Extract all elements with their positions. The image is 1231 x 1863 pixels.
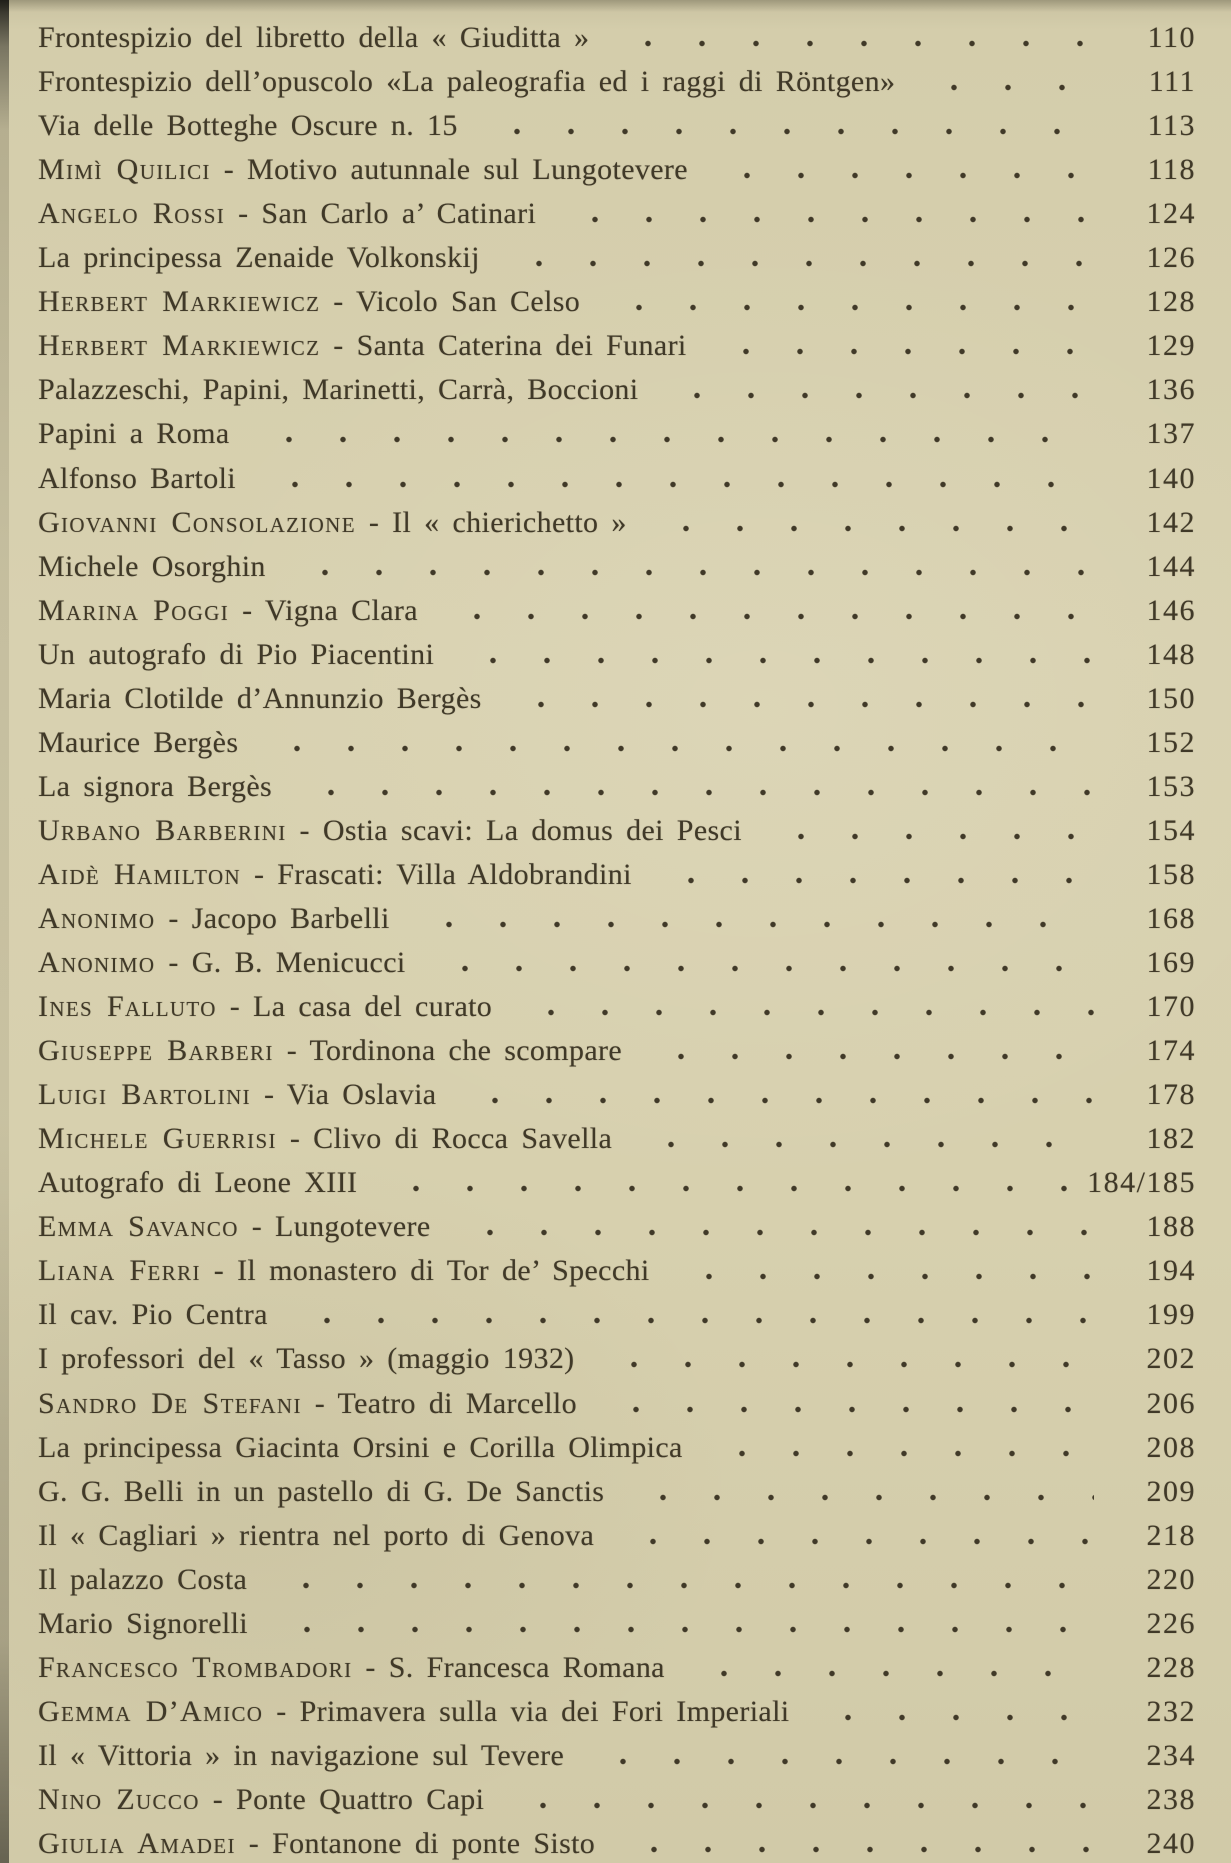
entry-text: Un autografo di Pio Piacentini bbox=[38, 637, 435, 671]
entry-author: Sandro De Stefani bbox=[38, 1386, 302, 1420]
entry-text: - Via Oslavia bbox=[251, 1078, 437, 1112]
entry-text: - Il monastero di Tor de’ Specchi bbox=[200, 1254, 650, 1288]
entry-text: - Primavera sulla via dei Fori Imperiali bbox=[263, 1694, 790, 1728]
dot-leader bbox=[282, 786, 1094, 799]
entry-text: Alfonso Bartoli bbox=[38, 461, 236, 495]
entry-page-number: 142 bbox=[1146, 505, 1196, 539]
toc-entry bbox=[38, 1377, 1196, 1421]
dot-leader bbox=[599, 37, 1094, 50]
dot-leader bbox=[905, 81, 1094, 94]
entry-author: Giuseppe Barberi bbox=[38, 1034, 274, 1068]
entry-page-number: 136 bbox=[1146, 373, 1196, 407]
entry-title bbox=[38, 812, 742, 849]
dot-leader bbox=[590, 301, 1094, 314]
toc-entry bbox=[38, 188, 1196, 232]
entry-page-number: 128 bbox=[1146, 285, 1196, 319]
dot-leader bbox=[257, 1579, 1094, 1592]
entry-page-number: 184/185 bbox=[1087, 1166, 1196, 1200]
entry-text: Frontespizio dell’opuscolo «La paleografia ed i raggi di Röntgen» bbox=[38, 65, 896, 99]
entry-text: - Vicolo San Celso bbox=[320, 285, 581, 319]
entry-page-number: 137 bbox=[1146, 417, 1196, 451]
entry-text: Il cav. Pio Centra bbox=[38, 1298, 268, 1332]
entry-page-number: 209 bbox=[1146, 1474, 1196, 1508]
dot-leader bbox=[446, 1094, 1094, 1107]
toc-entry bbox=[38, 1598, 1196, 1642]
dot-leader bbox=[468, 125, 1094, 138]
entry-page-number: 140 bbox=[1146, 461, 1196, 495]
toc-entry bbox=[38, 1642, 1196, 1686]
toc-entry bbox=[38, 320, 1196, 364]
entry-text: - Tordinona che scompare bbox=[273, 1034, 623, 1068]
dot-leader bbox=[248, 742, 1094, 755]
entry-author: Aidè Hamilton bbox=[38, 857, 241, 891]
entry-author: Anonimo bbox=[38, 901, 156, 935]
dot-leader bbox=[637, 522, 1094, 535]
entry-text: - Ostia scavi: La domus dei Pesci bbox=[286, 813, 742, 847]
dot-leader bbox=[799, 1711, 1094, 1724]
entry-title bbox=[38, 1208, 431, 1245]
entry-text: Michele Osorghin bbox=[38, 549, 266, 583]
entry-text: - Motivo autunnale sul Lungotevere bbox=[210, 153, 688, 187]
entry-title bbox=[38, 283, 580, 320]
toc-entry bbox=[38, 1069, 1196, 1113]
toc-entry bbox=[38, 1201, 1196, 1245]
dot-leader bbox=[752, 830, 1094, 843]
dot-leader bbox=[240, 433, 1094, 446]
entry-author: Giulia Amadei bbox=[38, 1826, 236, 1860]
entry-author: Anonimo bbox=[38, 946, 156, 980]
entry-title bbox=[38, 1429, 683, 1466]
toc-entry bbox=[38, 761, 1196, 805]
toc-entry bbox=[38, 1818, 1196, 1862]
entry-title bbox=[38, 1076, 436, 1113]
entry-title bbox=[38, 900, 390, 937]
entry-page-number: 232 bbox=[1146, 1694, 1196, 1728]
entry-title bbox=[38, 1164, 357, 1201]
toc-entry bbox=[38, 1554, 1196, 1598]
entry-page-number: 154 bbox=[1146, 813, 1196, 847]
dot-leader bbox=[494, 1799, 1094, 1812]
entry-author: Marina Poggi bbox=[38, 593, 230, 627]
toc-entry bbox=[38, 497, 1196, 541]
entry-author: Liana Ferri bbox=[38, 1254, 201, 1288]
dot-leader bbox=[698, 169, 1094, 182]
entry-page-number: 226 bbox=[1146, 1606, 1196, 1640]
toc-entry bbox=[38, 1422, 1196, 1466]
dot-leader bbox=[587, 1403, 1094, 1416]
toc-entry bbox=[38, 541, 1196, 585]
entry-title bbox=[38, 195, 536, 232]
entry-title bbox=[38, 107, 458, 144]
entry-page-number: 220 bbox=[1146, 1562, 1196, 1596]
toc-entry bbox=[38, 364, 1196, 408]
dot-leader bbox=[632, 1050, 1094, 1063]
toc-entry bbox=[38, 1245, 1196, 1289]
entry-title bbox=[38, 1693, 789, 1730]
entry-title bbox=[38, 1781, 484, 1818]
entry-text: - San Carlo a’ Catinari bbox=[225, 197, 537, 231]
entry-text: I professori del « Tasso » (maggio 1932) bbox=[38, 1342, 575, 1376]
entry-text: - Lungotevere bbox=[238, 1210, 431, 1244]
entry-page-number: 202 bbox=[1146, 1342, 1196, 1376]
entry-title bbox=[38, 504, 627, 541]
dot-leader bbox=[400, 918, 1094, 931]
entry-title bbox=[38, 460, 236, 497]
entry-author: Giovanni Consolazione bbox=[38, 505, 356, 539]
entry-page-number: 234 bbox=[1146, 1738, 1196, 1772]
entry-title bbox=[38, 856, 632, 893]
entry-text: Mario Signorelli bbox=[38, 1606, 249, 1640]
dot-leader bbox=[642, 874, 1094, 887]
toc-entry bbox=[38, 1289, 1196, 1333]
entry-title bbox=[38, 768, 272, 805]
entry-page-number: 110 bbox=[1147, 21, 1196, 55]
entry-page-number: 168 bbox=[1146, 901, 1196, 935]
dot-leader bbox=[622, 1138, 1094, 1151]
dot-leader bbox=[490, 257, 1094, 270]
entry-title bbox=[38, 988, 492, 1025]
entry-title bbox=[38, 327, 687, 364]
dot-leader bbox=[428, 610, 1094, 623]
dot-leader bbox=[276, 566, 1094, 579]
entry-title bbox=[38, 371, 638, 408]
entry-text: - Frascati: Villa Aldobrandini bbox=[240, 857, 632, 891]
toc-entry bbox=[38, 1510, 1196, 1554]
entry-author: Luigi Bartolini bbox=[38, 1078, 252, 1112]
dot-leader bbox=[546, 213, 1094, 226]
toc-entry bbox=[38, 1113, 1196, 1157]
dot-leader bbox=[585, 1358, 1094, 1371]
entry-title bbox=[38, 1605, 248, 1642]
entry-text: - S. Francesca Romana bbox=[352, 1650, 665, 1684]
entry-text: La principessa Zenaide Volkonskij bbox=[38, 241, 480, 275]
toc-entry bbox=[38, 629, 1196, 673]
dot-leader bbox=[444, 654, 1094, 667]
dot-leader bbox=[574, 1755, 1094, 1768]
entry-text: - G. B. Menicucci bbox=[155, 946, 406, 980]
entry-page-number: 178 bbox=[1146, 1078, 1196, 1112]
entry-title bbox=[38, 1473, 604, 1510]
entry-title bbox=[38, 1296, 268, 1333]
entry-title bbox=[38, 1737, 564, 1774]
illustrations-list bbox=[38, 12, 1196, 1862]
entry-page-number: 199 bbox=[1146, 1298, 1196, 1332]
entry-title bbox=[38, 1252, 650, 1289]
entry-page-number: 170 bbox=[1146, 990, 1196, 1024]
dot-leader bbox=[367, 1182, 1075, 1195]
entry-author: Gemma D’Amico bbox=[38, 1694, 264, 1728]
dot-leader bbox=[697, 345, 1094, 358]
dot-leader bbox=[660, 1270, 1094, 1283]
entry-text: - Jacopo Barbelli bbox=[155, 901, 390, 935]
toc-entry bbox=[38, 1157, 1196, 1201]
entry-text: Autografo di Leone XIII bbox=[38, 1166, 358, 1200]
entry-title bbox=[38, 1517, 594, 1554]
entry-page-number: 144 bbox=[1146, 549, 1196, 583]
entry-author: Mimì Quilici bbox=[38, 153, 211, 187]
toc-entry bbox=[38, 981, 1196, 1025]
toc-entry bbox=[38, 937, 1196, 981]
entry-title bbox=[38, 636, 434, 673]
toc-entry bbox=[38, 408, 1196, 452]
toc-entry bbox=[38, 673, 1196, 717]
entry-page-number: 238 bbox=[1146, 1782, 1196, 1816]
entry-title bbox=[38, 415, 230, 452]
entry-text: Frontespizio del libretto della « Giuditta » bbox=[38, 21, 590, 55]
entry-title bbox=[38, 1032, 622, 1069]
toc-entry bbox=[38, 100, 1196, 144]
entry-text: Il « Vittoria » in navigazione sul Tevere bbox=[38, 1738, 565, 1772]
dot-leader bbox=[605, 1843, 1094, 1856]
entry-page-number: 124 bbox=[1146, 197, 1196, 231]
entry-title bbox=[38, 1561, 247, 1598]
entry-title bbox=[38, 151, 688, 188]
entry-title bbox=[38, 1120, 612, 1157]
entry-text: Maurice Bergès bbox=[38, 725, 239, 759]
entry-author: Angelo Rossi bbox=[38, 197, 226, 231]
dot-leader bbox=[604, 1535, 1094, 1548]
entry-text: - Ponte Quattro Capi bbox=[199, 1782, 485, 1816]
entry-page-number: 206 bbox=[1146, 1386, 1196, 1420]
toc-entry bbox=[38, 56, 1196, 100]
entry-page-number: 146 bbox=[1146, 593, 1196, 627]
toc-entry bbox=[38, 1466, 1196, 1510]
entry-page-number: 218 bbox=[1146, 1518, 1196, 1552]
entry-text: Via delle Botteghe Oscure n. 15 bbox=[38, 109, 458, 143]
toc-entry bbox=[38, 276, 1196, 320]
entry-page-number: 150 bbox=[1146, 681, 1196, 715]
entry-title bbox=[38, 724, 238, 761]
entry-page-number: 152 bbox=[1146, 725, 1196, 759]
dot-leader bbox=[614, 1491, 1094, 1504]
entry-author: Ines Falluto bbox=[38, 990, 217, 1024]
entry-author: Nino Zucco bbox=[38, 1782, 200, 1816]
entry-page-number: 208 bbox=[1146, 1430, 1196, 1464]
dot-leader bbox=[648, 389, 1094, 402]
entry-author: Herbert Markiewicz bbox=[38, 285, 321, 319]
entry-title bbox=[38, 548, 266, 585]
entry-page-number: 194 bbox=[1146, 1254, 1196, 1288]
toc-entry bbox=[38, 893, 1196, 937]
entry-title bbox=[38, 239, 480, 276]
entry-text: G. G. Belli in un pastello di G. De Sanctis bbox=[38, 1474, 605, 1508]
entry-author: Herbert Markiewicz bbox=[38, 329, 321, 363]
entry-title bbox=[38, 1385, 577, 1422]
entry-page-number: 129 bbox=[1146, 329, 1196, 363]
dot-leader bbox=[492, 698, 1094, 711]
toc-entry bbox=[38, 849, 1196, 893]
dot-leader bbox=[278, 1314, 1094, 1327]
entry-page-number: 148 bbox=[1146, 637, 1196, 671]
toc-entry bbox=[38, 1730, 1196, 1774]
toc-entry bbox=[38, 232, 1196, 276]
toc-entry bbox=[38, 717, 1196, 761]
entry-text: Il palazzo Costa bbox=[38, 1562, 248, 1596]
entry-text: - Clivo di Rocca Savella bbox=[276, 1122, 613, 1156]
toc-entry bbox=[38, 12, 1196, 56]
toc-entry bbox=[38, 1333, 1196, 1377]
entry-text: Palazzeschi, Papini, Marinetti, Carrà, Boccioni bbox=[38, 373, 639, 407]
entry-page-number: 126 bbox=[1146, 241, 1196, 275]
entry-page-number: 228 bbox=[1146, 1650, 1196, 1684]
dot-leader bbox=[675, 1667, 1094, 1680]
entry-title bbox=[38, 19, 589, 56]
entry-text: - La casa del curato bbox=[216, 990, 493, 1024]
entry-text: - Fontanone di ponte Sisto bbox=[235, 1826, 596, 1860]
entry-title bbox=[38, 1649, 665, 1686]
entry-text: - Vigna Clara bbox=[229, 593, 418, 627]
toc-entry bbox=[38, 1774, 1196, 1818]
toc-entry bbox=[38, 452, 1196, 496]
toc-entry bbox=[38, 805, 1196, 849]
entry-text: Maria Clotilde d’Annunzio Bergès bbox=[38, 681, 482, 715]
entry-title bbox=[38, 1340, 575, 1377]
dot-leader bbox=[441, 1226, 1094, 1239]
toc-entry bbox=[38, 1686, 1196, 1730]
dot-leader bbox=[693, 1447, 1094, 1460]
dot-leader bbox=[416, 962, 1094, 975]
entry-text: Il « Cagliari » rientra nel porto di Genova bbox=[38, 1518, 595, 1552]
entry-author: Urbano Barberini bbox=[38, 813, 287, 847]
entry-page-number: 174 bbox=[1146, 1034, 1196, 1068]
entry-text: La principessa Giacinta Orsini e Corilla Olimpica bbox=[38, 1430, 683, 1464]
entry-page-number: 182 bbox=[1146, 1122, 1196, 1156]
entry-text: - Santa Caterina dei Funari bbox=[320, 329, 687, 363]
entry-title bbox=[38, 1825, 595, 1862]
entry-page-number: 169 bbox=[1146, 946, 1196, 980]
toc-entry bbox=[38, 1025, 1196, 1069]
entry-text: La signora Bergès bbox=[38, 769, 273, 803]
dot-leader bbox=[502, 1006, 1094, 1019]
entry-page-number: 188 bbox=[1146, 1210, 1196, 1244]
entry-text: - Teatro di Marcello bbox=[301, 1386, 577, 1420]
entry-title bbox=[38, 63, 895, 100]
entry-title bbox=[38, 592, 418, 629]
entry-page-number: 113 bbox=[1147, 109, 1196, 143]
entry-title bbox=[38, 944, 406, 981]
toc-entry bbox=[38, 585, 1196, 629]
entry-text: - Il « chierichetto » bbox=[355, 505, 627, 539]
entry-page-number: 118 bbox=[1147, 153, 1196, 187]
entry-author: Emma Savanco bbox=[38, 1210, 239, 1244]
entry-text: Papini a Roma bbox=[38, 417, 230, 451]
dot-leader bbox=[246, 478, 1094, 491]
entry-title bbox=[38, 680, 482, 717]
entry-author: Michele Guerrisi bbox=[38, 1122, 277, 1156]
entry-author: Francesco Trombadori bbox=[38, 1650, 353, 1684]
dot-leader bbox=[258, 1623, 1094, 1636]
entry-page-number: 111 bbox=[1148, 65, 1196, 99]
entry-page-number: 153 bbox=[1146, 769, 1196, 803]
entry-page-number: 158 bbox=[1146, 857, 1196, 891]
toc-entry bbox=[38, 144, 1196, 188]
entry-page-number: 240 bbox=[1146, 1826, 1196, 1860]
